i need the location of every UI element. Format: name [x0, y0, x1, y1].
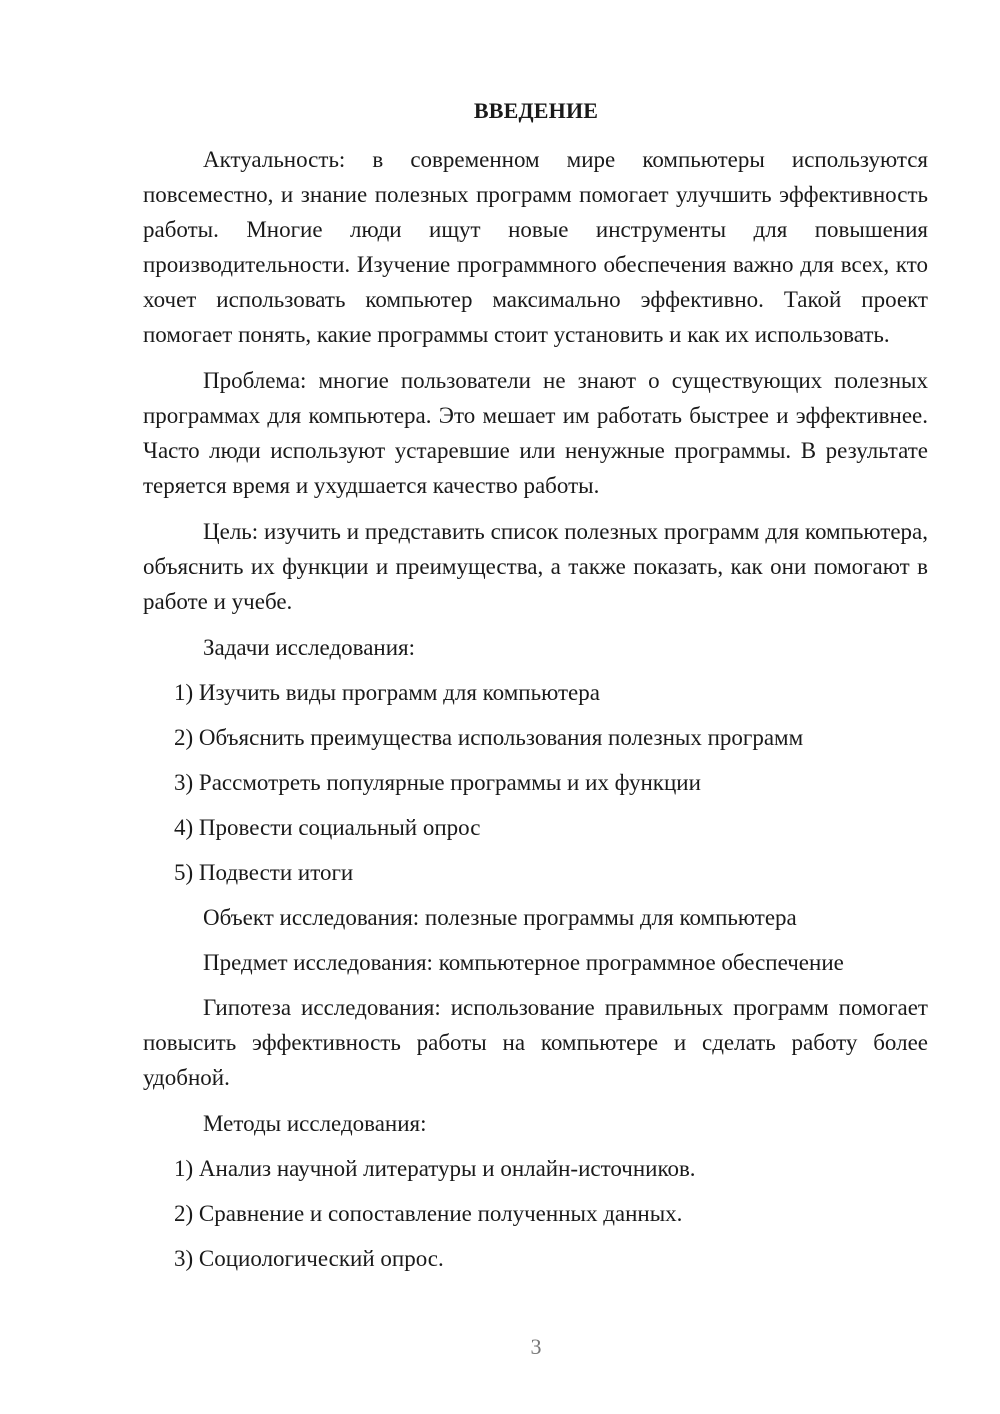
task-item: 2) Объяснить преимущества использования полезных программ — [174, 725, 804, 750]
section-title: ВВЕДЕНИЕ — [473, 98, 599, 123]
relevance-paragraph: Актуальность: в современном мире компьютеры используются повсеместно, и знание полезных программ помогает улучшить эффективность работы. Многие люди ищут новые инструменты для повышения производительности. Изучение программного обеспечения важно для всех, кто хочет использовать компьютер максимально эффективно. Такой проект помогает понять, какие программы стоит установить и как их использовать. — [143, 147, 928, 347]
method-item: 2) Сравнение и сопоставление полученных данных. — [174, 1201, 683, 1226]
research-object: Объект исследования: полезные программы для компьютера — [203, 905, 797, 930]
method-item: 3) Социологический опрос. — [174, 1246, 444, 1271]
tasks-heading: Задачи исследования: — [203, 635, 416, 660]
task-item: 5) Подвести итоги — [174, 860, 354, 885]
goal-paragraph: Цель: изучить и представить список полезных программ для компьютера, объяснить их функции и преимущества, а также показать, как они помогают в работе и учебе. — [143, 519, 928, 614]
document-body — [143, 142, 928, 1286]
page-number: 3 — [530, 1334, 542, 1359]
task-item: 3) Рассмотреть популярные программы и их функции — [174, 770, 701, 795]
hypothesis-paragraph: Гипотеза исследования: использование правильных программ помогает повысить эффективность работы на компьютере и сделать работу более удобной. — [143, 995, 928, 1090]
methods-heading: Методы исследования: — [203, 1111, 427, 1136]
task-item: 4) Провести социальный опрос — [174, 815, 481, 840]
research-subject: Предмет исследования: компьютерное программное обеспечение — [203, 950, 844, 975]
problem-paragraph: Проблема: многие пользователи не знают о существующих полезных программах для компьютера. Это мешает им работать быстрее и эффективнее. Часто люди используют устаревшие или ненужные программы. В результате теряется время и ухудшается качество работы. — [143, 368, 928, 498]
task-item: 1) Изучить виды программ для компьютера — [174, 680, 600, 705]
method-item: 1) Анализ научной литературы и онлайн-источников. — [174, 1156, 696, 1181]
